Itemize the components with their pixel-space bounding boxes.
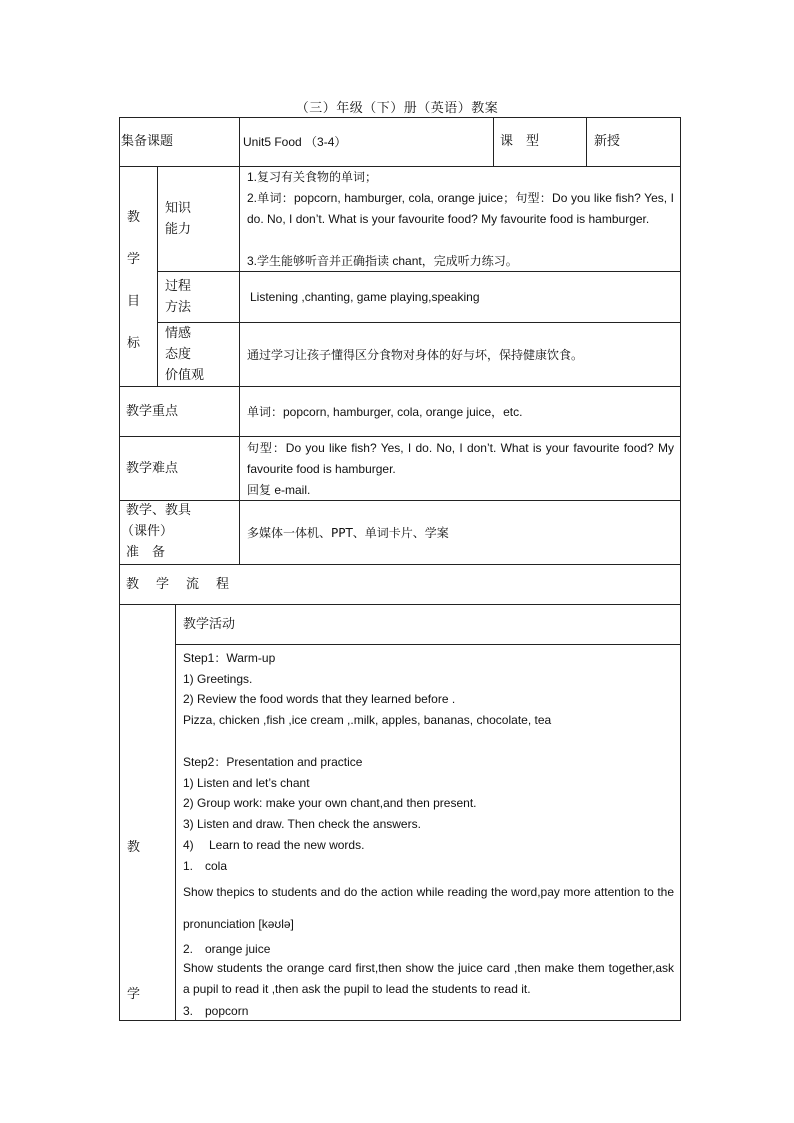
knowledge-label-line: 能力 [165, 222, 192, 237]
topic-label: 集备课题 [121, 134, 174, 149]
key-points-label: 教学重点 [126, 404, 179, 419]
step2-item: 4) Learn to read the new words. [183, 838, 365, 852]
table-col-divider [586, 117, 587, 166]
document-title: （三）年级（下）册（英语）教案 [295, 101, 499, 116]
tools-label-line: 教学、教具 [126, 503, 192, 518]
step2-item: 2) Group work: make your own chant,and then present. [183, 796, 477, 810]
table-row-divider [157, 322, 681, 323]
step2-item: 3) Listen and draw. Then check the answers. [183, 817, 421, 831]
table-row-divider [119, 564, 681, 565]
emotion-label-line: 价值观 [165, 368, 205, 383]
table-left-border [119, 117, 120, 1021]
table-col-divider [239, 166, 240, 564]
table-bottom-border [119, 1020, 681, 1021]
step1-item: 2) Review the food words that they learned before . [183, 692, 456, 706]
process-label-line: 方法 [165, 300, 192, 315]
knowledge-line-3: 3.学生能够听音并正确指读 chant，完成听力练习。 [247, 254, 518, 268]
knowledge-line-1: 1.复习有关食物的单词； [247, 170, 378, 184]
emotion-label-line: 情感 [165, 326, 192, 341]
activities-header: 教学活动 [183, 617, 236, 632]
word-2-title: 2. orange juice [183, 942, 271, 956]
difficulties-content: 句型：Do you like fish? Yes, I do. No, I don’t. What is your favourite food? My favourite food is hamburger. [247, 441, 674, 476]
table-row-divider [119, 500, 681, 501]
tools-label-line: 准 备 [126, 545, 166, 560]
step2-item: 1) Listen and let’s chant [183, 776, 310, 790]
tools-label-line: （课件） [121, 524, 174, 539]
topic-value: Unit5 Food （3-4） [243, 135, 347, 149]
word-1-title: 1. cola [183, 859, 228, 873]
step2-title: Step2：Presentation and practice [183, 755, 363, 769]
process-label-line: 过程 [165, 279, 192, 294]
step1-item: Pizza, chicken ,fish ,ice cream ,.milk, apples, bananas, chocolate, tea [183, 713, 552, 727]
table-top-border [119, 117, 681, 118]
emotion-label-line: 态度 [165, 347, 192, 362]
objectives-side-char: 目 [127, 294, 141, 309]
lesson-type-value: 新授 [594, 134, 621, 149]
knowledge-line-2: 2.单词：popcorn, hamburger, cola, orange juice；句型：Do you like fish? Yes, I do. No, I don’t. What is your favourite food? My favourite food is hamburger. [247, 191, 674, 226]
process-content: Listening ,chanting, game playing,speaking [250, 290, 480, 304]
flow-header: 教 学 流 程 [126, 577, 232, 592]
difficulties-content-2: 回复 e-mail. [247, 483, 311, 497]
table-row-divider [119, 386, 681, 387]
lesson-type-label: 课 型 [500, 134, 540, 149]
step1-title: Step1：Warm-up [183, 651, 276, 665]
difficulties-label: 教学难点 [126, 461, 179, 476]
table-row-divider [175, 644, 681, 645]
word-1-description: Show thepics to students and do the action while reading the word,pay more attention to the pronunciation [kəʊlə] [183, 885, 674, 931]
key-points-content: 单词：popcorn, hamburger, cola, orange juice，etc. [247, 405, 523, 419]
table-row-divider [119, 604, 681, 605]
table-col-divider [157, 166, 158, 386]
word-2-description: Show students the orange card first,then show the juice card ,then make them together,ask a pupil to read it ,then ask the pupil to lead the students to read it. [183, 961, 674, 996]
step1-item: 1) Greetings. [183, 672, 253, 686]
table-col-divider [239, 117, 240, 166]
table-row-divider [119, 436, 681, 437]
table-right-border [680, 117, 681, 1021]
activities-side-char: 学 [127, 987, 141, 1002]
activities-side-char: 教 [127, 840, 141, 855]
word-3-title: 3. popcorn [183, 1004, 249, 1018]
table-col-divider [175, 604, 176, 1020]
objectives-side-char: 标 [127, 336, 141, 351]
table-col-divider [493, 117, 494, 166]
objectives-side-char: 学 [127, 252, 141, 267]
tools-content: 多媒体一体机、PPT、单词卡片、学案 [247, 526, 449, 540]
objectives-side-char: 教 [127, 210, 141, 225]
emotion-content: 通过学习让孩子懂得区分食物对身体的好与坏，保持健康饮食。 [247, 348, 584, 362]
knowledge-label-line: 知识 [165, 201, 192, 216]
